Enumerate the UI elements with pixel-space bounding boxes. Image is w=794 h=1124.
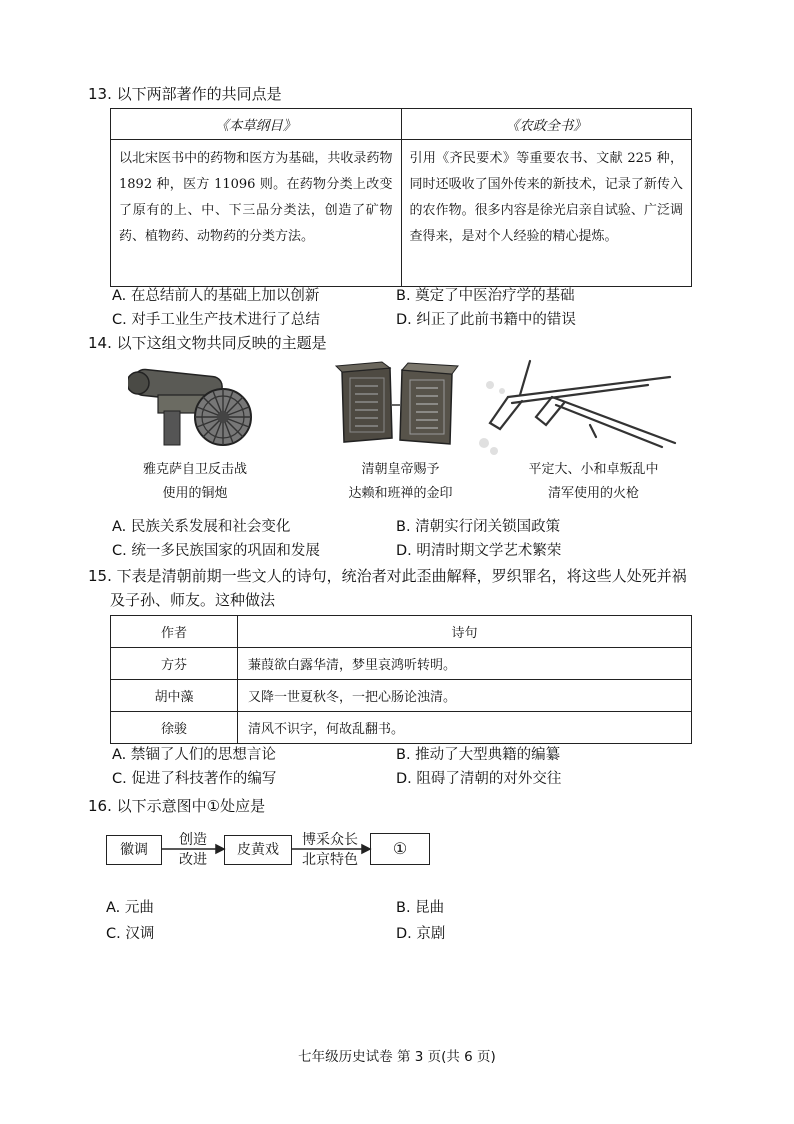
q13-title: 13. 以下两部著作的共同点是 bbox=[88, 85, 282, 103]
arrow-right-icon bbox=[362, 845, 370, 853]
muskets-image bbox=[470, 355, 680, 465]
q16-option-c[interactable]: C. 汉调 bbox=[106, 926, 155, 942]
seal-caption-line1: 清朝皇帝赐予 bbox=[361, 462, 440, 477]
flow-box-huidiao: 徽调 bbox=[106, 835, 162, 865]
cannon-caption-line1: 雅克萨自卫反击战 bbox=[142, 462, 247, 477]
flow-box-pihuangxi: 皮黄戏 bbox=[224, 835, 292, 865]
golden-seals-image bbox=[330, 360, 465, 450]
q13-option-a[interactable]: A. 在总结前人的基础上加以创新 bbox=[112, 288, 320, 304]
flow-box-blank: ① bbox=[370, 833, 430, 865]
q15-title-line1: 15. 下表是清朝前期一些文人的诗句，统治者对此歪曲解释，罗织罪名，将这些人处死并祸 bbox=[88, 567, 687, 585]
q15-author: 徐骏 bbox=[111, 712, 238, 744]
q13-table bbox=[110, 108, 692, 287]
cannon-caption-line2: 使用的铜炮 bbox=[162, 486, 228, 501]
q15-poem: 又降一世夏秋冬，一把心肠论浊清。 bbox=[238, 680, 692, 712]
q15-poem: 蒹葭欲白露华清，梦里哀鸿听转明。 bbox=[238, 648, 692, 680]
q13-option-c[interactable]: C. 对手工业生产技术进行了总结 bbox=[112, 312, 320, 328]
flow-arrow1-top-label: 创造 bbox=[179, 832, 207, 848]
q13-header-nongzheng: 《农政全书》 bbox=[401, 109, 692, 140]
q16-option-b[interactable]: B. 昆曲 bbox=[396, 900, 445, 916]
q15-author: 胡中藻 bbox=[111, 680, 238, 712]
table-row bbox=[111, 648, 692, 680]
q15-header-poem: 诗句 bbox=[238, 616, 692, 648]
q14-option-c[interactable]: C. 统一多民族国家的巩固和发展 bbox=[112, 543, 320, 559]
page-footer: 七年级历史试卷 第 3 页(共 6 页) bbox=[298, 1049, 496, 1065]
q16-option-d[interactable]: D. 京剧 bbox=[396, 926, 446, 942]
flow-arrows bbox=[100, 820, 440, 870]
arrow-right-icon bbox=[216, 845, 224, 853]
q15-header-author: 作者 bbox=[111, 616, 238, 648]
q15-option-a[interactable]: A. 禁锢了人们的思想言论 bbox=[112, 747, 276, 763]
table-row bbox=[111, 712, 692, 744]
seal-caption-line2: 达赖和班禅的金印 bbox=[348, 486, 453, 501]
q14-option-b[interactable]: B. 清朝实行闭关锁国政策 bbox=[396, 519, 561, 535]
q14-option-a[interactable]: A. 民族关系发展和社会变化 bbox=[112, 519, 291, 535]
q16-option-a[interactable]: A. 元曲 bbox=[106, 900, 154, 916]
musket-caption-line2: 清军使用的火枪 bbox=[547, 486, 639, 501]
table-row bbox=[111, 680, 692, 712]
q15-title-line2: 及子孙、师友。这种做法 bbox=[110, 591, 276, 609]
flow-arrow2-bottom-label: 北京特色 bbox=[302, 852, 358, 868]
q15-table bbox=[110, 615, 692, 744]
q15-poem: 清风不识字，何故乱翻书。 bbox=[238, 712, 692, 744]
flow-arrow2-top-label: 博采众长 bbox=[302, 832, 358, 848]
q16-title: 16. 以下示意图中①处应是 bbox=[88, 797, 266, 815]
musket-caption-line1: 平定大、小和卓叛乱中 bbox=[528, 462, 659, 477]
q13-option-b[interactable]: B. 奠定了中医治疗学的基础 bbox=[396, 288, 575, 304]
q15-option-c[interactable]: C. 促进了科技著作的编写 bbox=[112, 771, 277, 787]
q14-option-d[interactable]: D. 明清时期文学艺术繁荣 bbox=[396, 543, 562, 559]
q14-title: 14. 以下这组文物共同反映的主题是 bbox=[88, 334, 327, 352]
q13-cell-bencao: 以北宋医书中的药物和医方为基础，共收录药物1892 种，医方 11096 则。在药物分类上改变了原有的上、中、下三品分类法，创造了矿物药、植物药、动物药的分类方法。 bbox=[111, 140, 402, 287]
flow-arrow1-bottom-label: 改进 bbox=[179, 852, 207, 868]
q15-option-b[interactable]: B. 推动了大型典籍的编纂 bbox=[396, 747, 561, 763]
bronze-cannon-image bbox=[128, 355, 258, 455]
q13-option-d[interactable]: D. 纠正了此前书籍中的错误 bbox=[396, 312, 576, 328]
q13-header-bencao: 《本草纲目》 bbox=[111, 109, 402, 140]
q13-cell-nongzheng: 引用《齐民要术》等重要农书、文献 225 种，同时还吸收了国外传来的新技术，记录了新传入的农作物。很多内容是徐光启亲自试验、广泛调查得来，是对个人经验的精心提炼。 bbox=[401, 140, 692, 287]
q15-option-d[interactable]: D. 阻碍了清朝的对外交往 bbox=[396, 771, 562, 787]
q15-author: 方芬 bbox=[111, 648, 238, 680]
